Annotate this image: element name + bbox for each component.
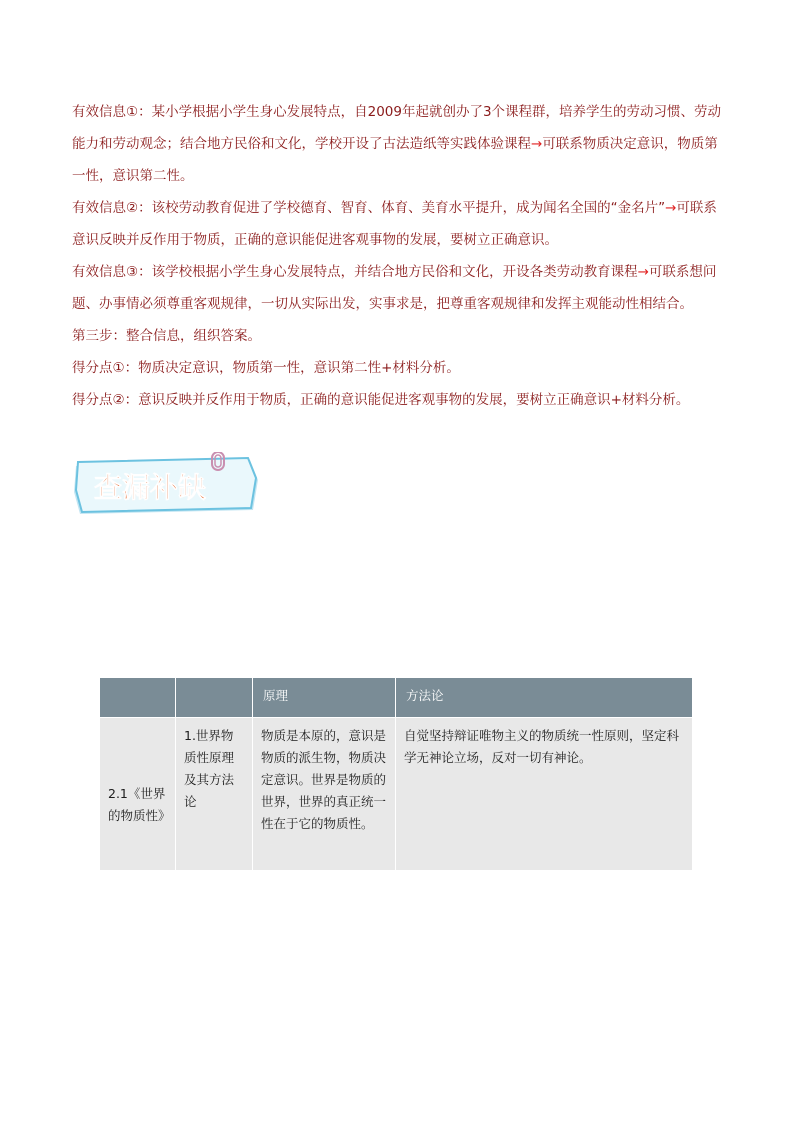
header-principle: 原理 (253, 678, 396, 718)
score-point-1: 得分点①：物质决定意识，物质第一性，意识第二性+材料分析。 (72, 360, 460, 376)
arrow-icon: → (665, 200, 677, 216)
cell-topic: 1.世界物质性原理及其方法论 (176, 718, 253, 871)
info-1-link: 可联系物质决定意识，物质第一性，意识第二性。 (72, 136, 718, 184)
paragraph-score-2 (72, 384, 728, 416)
header-cell-empty-1 (100, 678, 176, 718)
info-1-text: 有效信息①：某小学根据小学生身心发展特点，自2009年起就创办了3个课程群，培养学生的劳动习惯、劳动能力和劳动观念；结合地方民俗和文化，学校开设了古法造纸等实践体验课程 (72, 104, 722, 152)
table-header-row (100, 678, 693, 718)
info-3-text: 有效信息③：该学校根据小学生身心发展特点，并结合地方民俗和文化，开设各类劳动教育课程 (72, 264, 638, 280)
arrow-icon: → (531, 136, 543, 152)
paragraph-info-2 (72, 192, 728, 256)
paragraph-info-3 (72, 256, 728, 320)
arrow-icon: → (637, 264, 649, 280)
knowledge-table (99, 677, 693, 871)
info-2-link: 可联系意识反映并反作用于物质，正确的意识能促进客观事物的发展，要树立正确意识。 (72, 200, 717, 248)
paragraph-score-1 (72, 352, 728, 384)
banner-label: 查漏补缺 (94, 471, 207, 504)
table-row (100, 718, 693, 871)
banner-check-gaps (72, 452, 264, 518)
paragraph-step-3 (72, 320, 728, 352)
info-3-link: 可联系想问题、办事情必须尊重客观规律，一切从实际出发，实事求是，把尊重客观规律和发挥主观能动性相结合。 (72, 264, 717, 312)
cell-lesson: 2.1《世界的物质性》 (100, 718, 176, 871)
answer-analysis (72, 96, 728, 416)
score-point-2: 得分点②：意识反映并反作用于物质，正确的意识能促进客观事物的发展，要树立正确意识+材料分析。 (72, 392, 690, 408)
cell-methodology: 自觉坚持辩证唯物主义的物质统一性原则，坚定科学无神论立场，反对一切有神论。 (396, 718, 693, 871)
cell-principle: 物质是本原的，意识是物质的派生物，物质决定意识。世界是物质的世界，世界的真正统一性在于它的物质性。 (253, 718, 396, 871)
header-methodology: 方法论 (396, 678, 693, 718)
info-2-text: 有效信息②：该校劳动教育促进了学校德育、智育、体育、美育水平提升，成为闻名全国的“金名片” (72, 200, 666, 216)
header-cell-empty-2 (176, 678, 253, 718)
step-3-text: 第三步：整合信息，组织答案。 (72, 328, 261, 344)
paragraph-info-1 (72, 96, 728, 192)
